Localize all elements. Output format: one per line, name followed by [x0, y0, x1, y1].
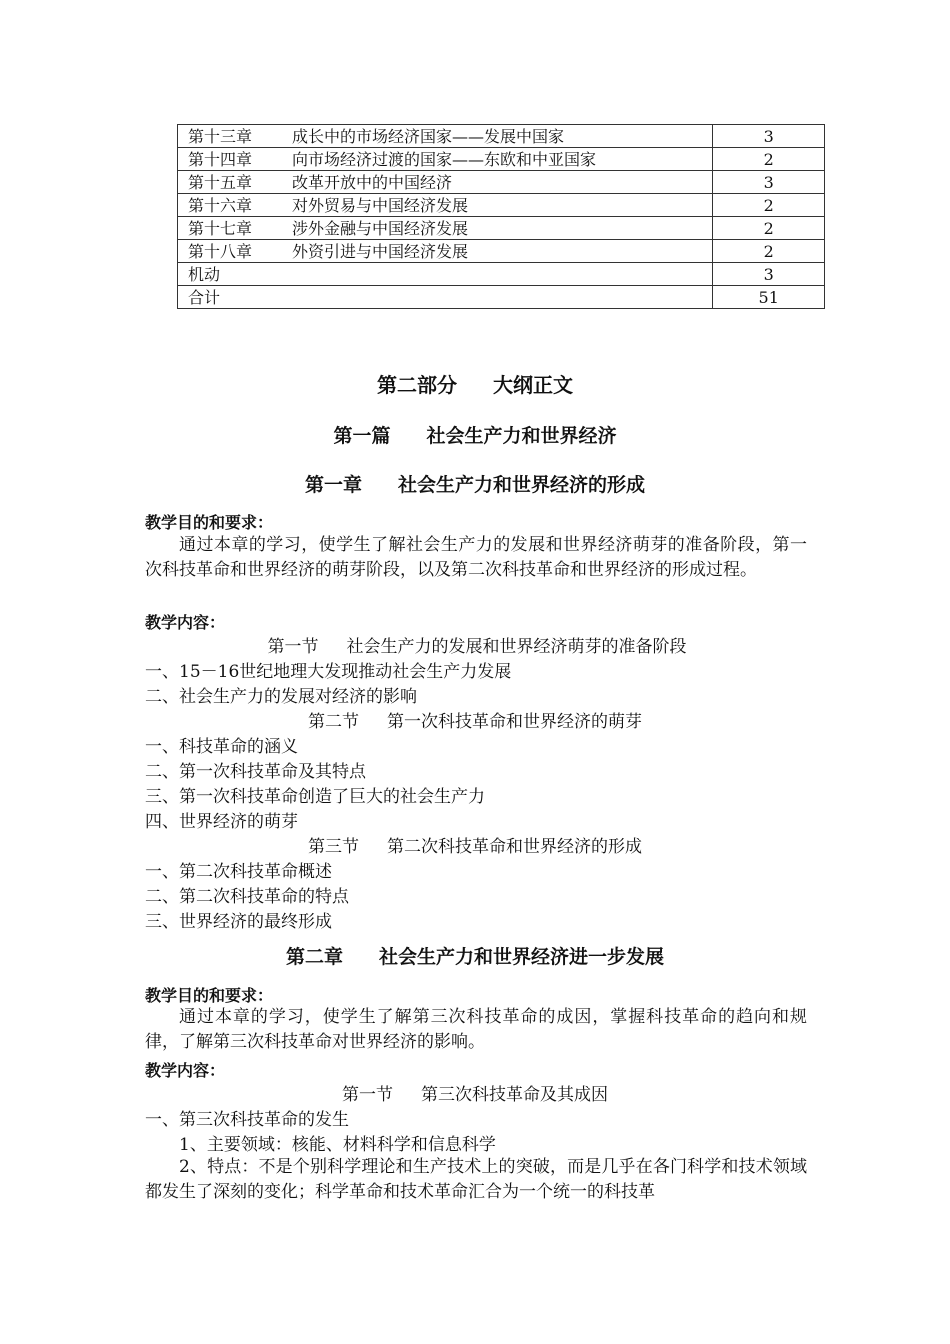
content-label: 教学内容： — [145, 613, 226, 632]
chapter2-heading: 第二章 社会生产力和世界经济进一步发展 — [285, 946, 665, 968]
table-row — [178, 171, 825, 194]
table-row — [178, 194, 825, 217]
objectives-paragraph: 通过本章的学习，使学生了解社会生产力的发展和世界经济萌芽的准备阶段，第一次科技革命和世界经济的萌芽阶段，以及第二次科技革命和世界经济的形成过程。 — [145, 535, 807, 580]
chapter-number: 第十六章 — [188, 196, 253, 215]
list-item: 一、第三次科技革命的发生 — [145, 1110, 349, 1130]
section-heading: 第二节 第一次科技革命和世界经济的萌芽 — [308, 712, 642, 732]
table-row — [178, 148, 825, 171]
hours-cell: 2 — [713, 240, 825, 263]
chapter-title: 改革开放中的中国经济 — [292, 173, 453, 192]
list-item: 二、第一次科技革命及其特点 — [145, 762, 366, 782]
section-heading: 第三节 第二次科技革命和世界经济的形成 — [308, 837, 642, 857]
chapter-title: 成长中的市场经济国家——发展中国家 — [292, 127, 565, 146]
objectives-label: 教学目的和要求： — [145, 986, 274, 1005]
table-row — [178, 286, 825, 309]
list-item: 一、科技革命的涵义 — [145, 737, 298, 757]
hours-cell: 2 — [713, 194, 825, 217]
hours-cell: 3 — [713, 125, 825, 148]
course-hours-table — [177, 124, 825, 309]
table-row — [178, 125, 825, 148]
list-subitem: 1、主要领域：核能、材料科学和信息科学 — [179, 1135, 496, 1155]
list-item: 一、第二次科技革命概述 — [145, 862, 332, 882]
hours-cell: 2 — [713, 217, 825, 240]
section-heading: 第一节 第三次科技革命及其成因 — [342, 1085, 608, 1105]
list-item: 四、世界经济的萌芽 — [145, 812, 298, 832]
content-label: 教学内容： — [145, 1061, 226, 1080]
chapter1-heading: 第一章 社会生产力和世界经济的形成 — [304, 474, 646, 496]
hours-cell: 2 — [713, 148, 825, 171]
chapter-number: 第十四章 — [188, 150, 253, 169]
list-item: 二、社会生产力的发展对经济的影响 — [145, 687, 417, 707]
list-item: 二、第二次科技革命的特点 — [145, 887, 349, 907]
list-subitem-paragraph: 2、特点：不是个别科学理论和生产技术上的突破，而是几乎在各门科学和技术领域都发生了深刻的变化；科学革命和技术革命汇合为一个统一的科技革 — [145, 1157, 807, 1202]
chapter-title: 向市场经济过渡的国家——东欧和中亚国家 — [292, 150, 597, 169]
objectives-paragraph: 通过本章的学习，使学生了解第三次科技革命的成因，掌握科技革命的趋向和规律，了解第三次科技革命对世界经济的影响。 — [145, 1007, 807, 1052]
chapter-title: 涉外金融与中国经济发展 — [292, 219, 469, 238]
volume-heading: 第一篇 社会生产力和世界经济 — [333, 425, 617, 447]
section-heading: 第一节 社会生产力的发展和世界经济萌芽的准备阶段 — [267, 637, 687, 657]
chapter-number: 第十五章 — [188, 173, 253, 192]
chapter-title: 对外贸易与中国经济发展 — [292, 196, 469, 215]
row-label: 机动 — [188, 265, 221, 284]
objectives-label: 教学目的和要求： — [145, 513, 274, 532]
list-item: 三、第一次科技革命创造了巨大的社会生产力 — [145, 787, 485, 807]
total-hours-cell: 51 — [713, 286, 825, 309]
chapter-number: 第十七章 — [188, 219, 253, 238]
part-heading: 第二部分 大纲正文 — [377, 373, 573, 397]
list-item: 一、15－16世纪地理大发现推动社会生产力发展 — [145, 662, 512, 682]
table-row — [178, 240, 825, 263]
hours-cell: 3 — [713, 263, 825, 286]
list-item: 三、世界经济的最终形成 — [145, 912, 332, 932]
chapter-number: 第十八章 — [188, 242, 253, 261]
hours-cell: 3 — [713, 171, 825, 194]
total-label: 合计 — [188, 288, 221, 307]
chapter-number: 第十三章 — [188, 127, 253, 146]
table-row — [178, 263, 825, 286]
chapter-title: 外资引进与中国经济发展 — [292, 242, 469, 261]
table-row — [178, 217, 825, 240]
